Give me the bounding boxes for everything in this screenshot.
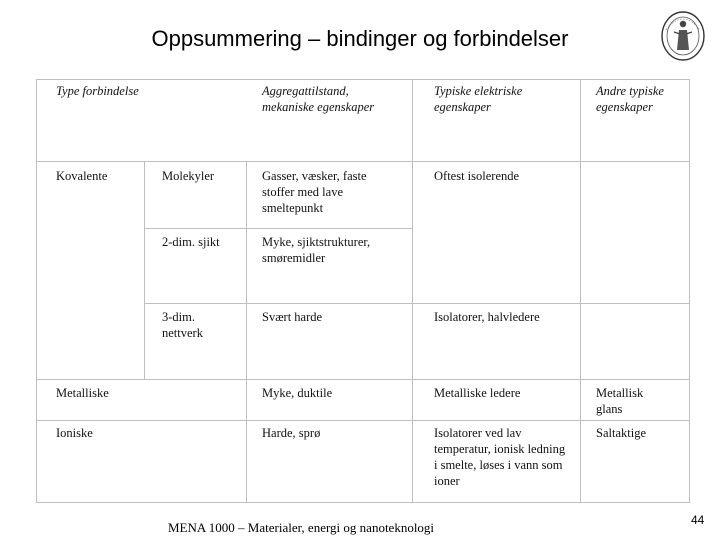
network-3d-electrical: Isolatorer, halvledere [434, 310, 540, 324]
metallic-other: Metallisk glans [596, 386, 644, 416]
row-label-metallic: Metalliske [56, 386, 109, 400]
sheet-2d-aggregate: Myke, sjiktstrukturer, smøremidler [262, 235, 371, 265]
sub-molecules: Molekyler [162, 169, 215, 183]
molecules-electrical: Oftest isolerende [434, 169, 520, 183]
header-type: Type forbindelse [56, 84, 139, 98]
sub-network-3d: 3-dim. nettverk [162, 310, 203, 340]
slide-footer: MENA 1000 – Materialer, energi og nanoteknologi [168, 520, 435, 535]
ionic-other: Saltaktige [596, 426, 646, 440]
molecules-aggregate: Gasser, væsker, faste stoffer med lave smeltepunkt [262, 169, 367, 215]
header-other: Andre typiske egenskaper [596, 84, 664, 114]
metallic-electrical: Metalliske ledere [434, 386, 521, 400]
header-electrical: Typiske elektriske egenskaper [434, 84, 523, 114]
university-seal-icon [660, 10, 706, 62]
header-aggregate: Aggregattilstand, mekaniske egenskaper [262, 84, 375, 114]
ionic-electrical: Isolatorer ved lav temperatur, ionisk ledning i smelte, løses i vann som ioner [434, 426, 566, 488]
row-label-covalent: Kovalente [56, 169, 108, 183]
sub-sheet-2d: 2-dim. sjikt [162, 235, 220, 249]
network-3d-aggregate: Svært harde [262, 310, 323, 324]
slide-title: Oppsummering – bindinger og forbindelser [151, 26, 569, 51]
metallic-aggregate: Myke, duktile [262, 386, 333, 400]
row-label-ionic: Ioniske [56, 426, 93, 440]
page-number: 44 [691, 513, 705, 527]
ionic-aggregate: Harde, sprø [262, 426, 321, 440]
